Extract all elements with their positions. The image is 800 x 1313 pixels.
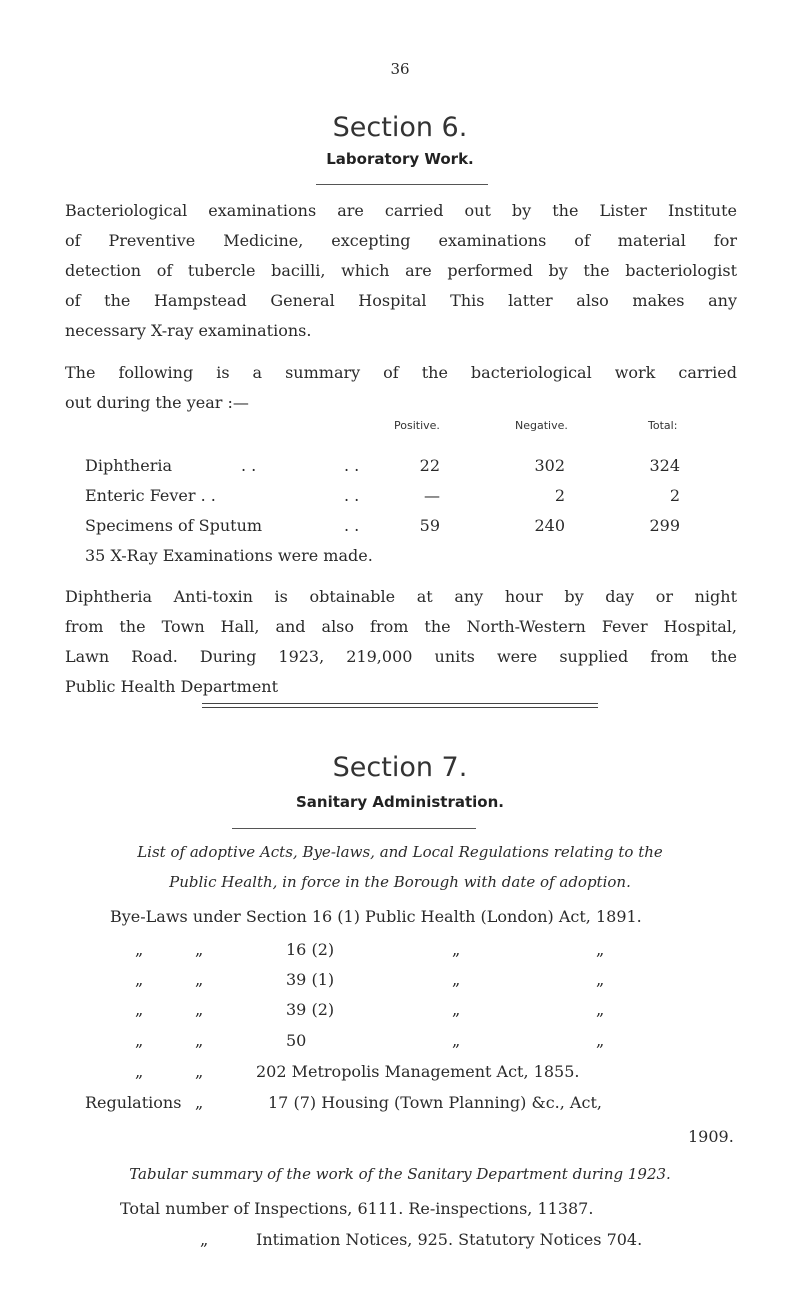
ditto-mark: „ (195, 1000, 204, 1019)
cell-negative: 302 (534, 456, 565, 475)
double-divider-bottom (202, 707, 598, 708)
text-line: necessary X-ray examinations. (65, 321, 312, 340)
ditto-mark: „ (195, 940, 204, 959)
cell-positive: 22 (419, 456, 440, 475)
housing-act: 17 (7) Housing (Town Planning) &c., Act, (268, 1093, 602, 1112)
leader-dots: . . (344, 516, 360, 535)
column-header-positive: Positive. (394, 419, 440, 432)
text-line: out during the year :— (65, 393, 249, 412)
summary-line-2: Intimation Notices, 925. Statutory Notices 704. (256, 1230, 643, 1249)
cell-total: 2 (669, 486, 680, 505)
row-label: Diphtheria (85, 456, 172, 475)
cell-total: 324 (649, 456, 680, 475)
xray-note: 35 X-Ray Examinations were made. (85, 546, 373, 565)
section-7-title: Section 7. (332, 752, 468, 783)
metropolis-act: 202 Metropolis Management Act, 1855. (256, 1062, 580, 1081)
text-line: Lawn Road. During 1923, 219,000 units were supplied from the (65, 647, 737, 666)
ditto-mark: „ (452, 1031, 461, 1050)
ditto-mark: „ (200, 1230, 209, 1249)
section-number: 50 (286, 1031, 307, 1050)
column-header-total: Total: (648, 419, 678, 432)
ditto-mark: „ (596, 1031, 605, 1050)
cell-total: 299 (649, 516, 680, 535)
text-line: Diphtheria Anti-toxin is obtainable at any hour by day or night (65, 587, 737, 606)
ditto-mark: „ (135, 1062, 144, 1081)
antitoxin-paragraph (65, 582, 737, 702)
laboratory-paragraph (65, 196, 737, 346)
ditto-mark: „ (195, 1031, 204, 1050)
summary-intro-paragraph (65, 358, 737, 418)
text-line: detection of tubercle bacilli, which are performed by the bacteriologist (65, 261, 737, 280)
list-heading-line-2: Public Health, in force in the Borough with date of adoption. (169, 873, 631, 891)
ditto-mark: „ (135, 970, 144, 989)
regulations-label: Regulations (85, 1093, 182, 1112)
cell-positive: 59 (419, 516, 440, 535)
section-number: 39 (1) (286, 970, 335, 989)
list-heading-line-1: List of adoptive Acts, Bye-laws, and Local Regulations relating to the (137, 843, 663, 861)
section-number: 39 (2) (286, 1000, 335, 1019)
section-number: 16 (2) (286, 940, 335, 959)
page-number: 36 (390, 60, 410, 78)
ditto-mark: „ (135, 1031, 144, 1050)
column-header-negative: Negative. (515, 419, 568, 432)
text-line: Public Health Department (65, 677, 279, 696)
cell-positive: — (424, 486, 440, 505)
ditto-mark: „ (452, 1000, 461, 1019)
divider (316, 184, 488, 185)
double-divider-top (202, 703, 598, 704)
text-line: Bacteriological examinations are carried out by the Lister Institute (65, 201, 737, 220)
ditto-mark: „ (452, 940, 461, 959)
ditto-mark: „ (195, 1062, 204, 1081)
ditto-mark: „ (135, 1000, 144, 1019)
section-6-subtitle: Laboratory Work. (326, 150, 474, 168)
ditto-mark: „ (195, 970, 204, 989)
text-line: of the Hampstead General Hospital This latter also makes any (65, 291, 737, 310)
leader-dots: . . (344, 456, 360, 475)
row-label: Specimens of Sputum (85, 516, 263, 535)
row-label: Enteric Fever . . (85, 486, 216, 505)
text-line: from the Town Hall, and also from the North-Western Fever Hospital, (65, 617, 737, 636)
tabular-summary-heading: Tabular summary of the work of the Sanitary Department during 1923. (129, 1165, 671, 1183)
ditto-mark: „ (596, 970, 605, 989)
leader-dots: . . (241, 456, 257, 475)
cell-negative: 2 (554, 486, 565, 505)
ditto-mark: „ (596, 940, 605, 959)
ditto-mark: „ (135, 940, 144, 959)
summary-line-1: Total number of Inspections, 6111. Re-inspections, 11387. (120, 1199, 594, 1218)
section-6-title: Section 6. (332, 112, 468, 143)
bylaws-first-line: Bye-Laws under Section 16 (1) Public Health (London) Act, 1891. (110, 907, 642, 926)
section-7-subtitle: Sanitary Administration. (296, 793, 504, 811)
text-line: The following is a summary of the bacteriological work carried (65, 363, 737, 382)
ditto-mark: „ (596, 1000, 605, 1019)
text-line: of Preventive Medicine, excepting examinations of material for (65, 231, 737, 250)
divider (232, 828, 476, 829)
housing-act-year: 1909. (688, 1127, 734, 1146)
ditto-mark: „ (452, 970, 461, 989)
leader-dots: . . (344, 486, 360, 505)
ditto-mark: „ (195, 1093, 204, 1112)
cell-negative: 240 (534, 516, 565, 535)
